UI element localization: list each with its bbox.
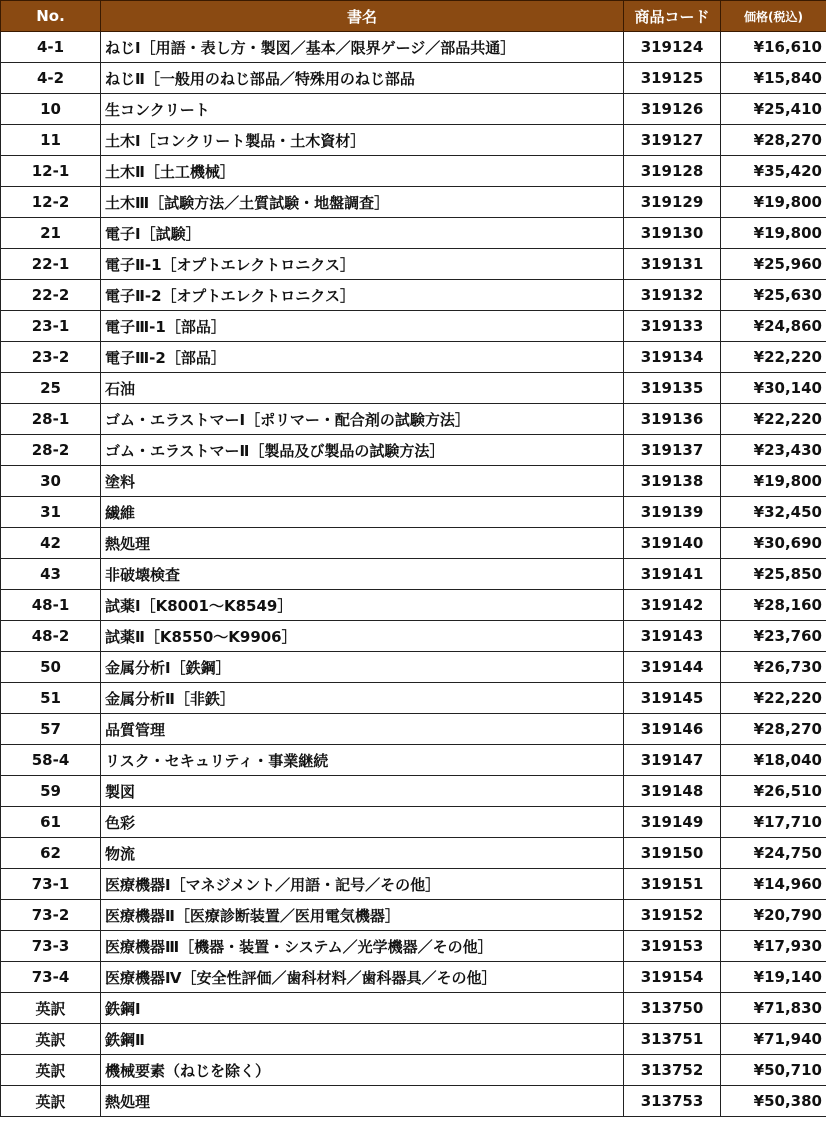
cell-price: ¥18,040 bbox=[721, 745, 826, 776]
cell-title: 生コンクリート bbox=[101, 94, 624, 125]
cell-product-code: 319126 bbox=[624, 94, 721, 125]
cell-price: ¥22,220 bbox=[721, 404, 826, 435]
cell-price: ¥19,800 bbox=[721, 466, 826, 497]
cell-product-code: 319136 bbox=[624, 404, 721, 435]
cell-no: 42 bbox=[1, 528, 101, 559]
table-header-row bbox=[1, 1, 826, 32]
cell-price: ¥71,830 bbox=[721, 993, 826, 1024]
cell-title: リスク・セキュリティ・事業継続 bbox=[101, 745, 624, 776]
cell-title: 鉄鋼Ⅱ bbox=[101, 1024, 624, 1055]
cell-product-code: 319151 bbox=[624, 869, 721, 900]
table-row bbox=[1, 32, 826, 63]
table-row bbox=[1, 931, 826, 962]
cell-no: 73-2 bbox=[1, 900, 101, 931]
cell-product-code: 319152 bbox=[624, 900, 721, 931]
cell-no: 61 bbox=[1, 807, 101, 838]
cell-no: 英訳 bbox=[1, 1086, 101, 1117]
cell-title: ねじⅡ［一般用のねじ部品／特殊用のねじ部品 bbox=[101, 63, 624, 94]
cell-price: ¥17,710 bbox=[721, 807, 826, 838]
cell-price: ¥30,140 bbox=[721, 373, 826, 404]
cell-product-code: 319125 bbox=[624, 63, 721, 94]
table-row bbox=[1, 466, 826, 497]
cell-no: 73-4 bbox=[1, 962, 101, 993]
cell-price: ¥23,760 bbox=[721, 621, 826, 652]
table-row bbox=[1, 125, 826, 156]
cell-no: 73-3 bbox=[1, 931, 101, 962]
table-row bbox=[1, 900, 826, 931]
cell-product-code: 319148 bbox=[624, 776, 721, 807]
cell-product-code: 319124 bbox=[624, 32, 721, 63]
table-row bbox=[1, 1024, 826, 1055]
cell-title: 電子Ⅰ［試験］ bbox=[101, 218, 624, 249]
cell-price: ¥28,270 bbox=[721, 125, 826, 156]
cell-price: ¥14,960 bbox=[721, 869, 826, 900]
table-row bbox=[1, 156, 826, 187]
table-row bbox=[1, 435, 826, 466]
cell-title: 非破壊検査 bbox=[101, 559, 624, 590]
table-row bbox=[1, 63, 826, 94]
table-row bbox=[1, 559, 826, 590]
table-row bbox=[1, 280, 826, 311]
cell-no: 62 bbox=[1, 838, 101, 869]
cell-price: ¥24,750 bbox=[721, 838, 826, 869]
cell-title: 色彩 bbox=[101, 807, 624, 838]
cell-title: 金属分析Ⅱ［非鉄］ bbox=[101, 683, 624, 714]
cell-title: 試薬Ⅰ［K8001～K8549］ bbox=[101, 590, 624, 621]
cell-no: 30 bbox=[1, 466, 101, 497]
cell-product-code: 319127 bbox=[624, 125, 721, 156]
table-row bbox=[1, 373, 826, 404]
table-row bbox=[1, 311, 826, 342]
cell-no: 73-1 bbox=[1, 869, 101, 900]
cell-no: 12-1 bbox=[1, 156, 101, 187]
cell-title: 熱処理 bbox=[101, 1086, 624, 1117]
cell-title: 機械要素（ねじを除く） bbox=[101, 1055, 624, 1086]
table-row bbox=[1, 745, 826, 776]
table-row bbox=[1, 187, 826, 218]
cell-title: ゴム・エラストマーⅡ［製品及び製品の試験方法］ bbox=[101, 435, 624, 466]
cell-product-code: 319143 bbox=[624, 621, 721, 652]
table-row bbox=[1, 621, 826, 652]
cell-price: ¥25,960 bbox=[721, 249, 826, 280]
cell-price: ¥26,730 bbox=[721, 652, 826, 683]
cell-product-code: 319154 bbox=[624, 962, 721, 993]
cell-product-code: 319132 bbox=[624, 280, 721, 311]
table-row bbox=[1, 528, 826, 559]
cell-no: 英訳 bbox=[1, 1024, 101, 1055]
cell-title: 医療機器Ⅲ［機器・装置・システム／光学機器／その他］ bbox=[101, 931, 624, 962]
cell-price: ¥19,140 bbox=[721, 962, 826, 993]
cell-product-code: 319131 bbox=[624, 249, 721, 280]
cell-price: ¥25,850 bbox=[721, 559, 826, 590]
cell-price: ¥24,860 bbox=[721, 311, 826, 342]
cell-product-code: 319130 bbox=[624, 218, 721, 249]
cell-no: 28-1 bbox=[1, 404, 101, 435]
cell-product-code: 319140 bbox=[624, 528, 721, 559]
cell-product-code: 319133 bbox=[624, 311, 721, 342]
cell-product-code: 319139 bbox=[624, 497, 721, 528]
cell-product-code: 319128 bbox=[624, 156, 721, 187]
cell-price: ¥28,270 bbox=[721, 714, 826, 745]
cell-title: 電子Ⅱ-1［オプトエレクトロニクス］ bbox=[101, 249, 624, 280]
cell-no: 10 bbox=[1, 94, 101, 125]
cell-no: 11 bbox=[1, 125, 101, 156]
cell-price: ¥50,710 bbox=[721, 1055, 826, 1086]
column-header-code: 商品コード bbox=[624, 1, 721, 32]
cell-price: ¥23,430 bbox=[721, 435, 826, 466]
cell-no: 50 bbox=[1, 652, 101, 683]
cell-product-code: 313753 bbox=[624, 1086, 721, 1117]
cell-product-code: 319149 bbox=[624, 807, 721, 838]
cell-product-code: 313751 bbox=[624, 1024, 721, 1055]
cell-product-code: 313750 bbox=[624, 993, 721, 1024]
table-row bbox=[1, 776, 826, 807]
cell-product-code: 319147 bbox=[624, 745, 721, 776]
column-header-no: No. bbox=[1, 1, 101, 32]
cell-no: 4-2 bbox=[1, 63, 101, 94]
cell-no: 23-2 bbox=[1, 342, 101, 373]
cell-price: ¥30,690 bbox=[721, 528, 826, 559]
cell-title: 電子Ⅲ-1［部品］ bbox=[101, 311, 624, 342]
cell-title: 医療機器Ⅰ［マネジメント／用語・記号／その他］ bbox=[101, 869, 624, 900]
cell-title: 繊維 bbox=[101, 497, 624, 528]
cell-no: 28-2 bbox=[1, 435, 101, 466]
cell-price: ¥20,790 bbox=[721, 900, 826, 931]
cell-title: 電子Ⅱ-2［オプトエレクトロニクス］ bbox=[101, 280, 624, 311]
cell-title: 製図 bbox=[101, 776, 624, 807]
table-row bbox=[1, 497, 826, 528]
cell-no: 48-1 bbox=[1, 590, 101, 621]
cell-no: 58-4 bbox=[1, 745, 101, 776]
cell-title: ねじⅠ［用語・表し方・製図／基本／限界ゲージ／部品共通］ bbox=[101, 32, 624, 63]
table-row bbox=[1, 218, 826, 249]
cell-price: ¥50,380 bbox=[721, 1086, 826, 1117]
cell-no: 43 bbox=[1, 559, 101, 590]
cell-product-code: 319137 bbox=[624, 435, 721, 466]
table-row bbox=[1, 652, 826, 683]
cell-title: ゴム・エラストマーⅠ［ポリマー・配合剤の試験方法］ bbox=[101, 404, 624, 435]
cell-product-code: 319141 bbox=[624, 559, 721, 590]
cell-price: ¥25,410 bbox=[721, 94, 826, 125]
cell-title: 土木Ⅰ［コンクリート製品・土木資材］ bbox=[101, 125, 624, 156]
cell-product-code: 319153 bbox=[624, 931, 721, 962]
cell-product-code: 319150 bbox=[624, 838, 721, 869]
table-row bbox=[1, 714, 826, 745]
table-row bbox=[1, 342, 826, 373]
table-row bbox=[1, 807, 826, 838]
cell-title: 医療機器Ⅱ［医療診断装置／医用電気機器］ bbox=[101, 900, 624, 931]
cell-title: 土木Ⅱ［土工機械］ bbox=[101, 156, 624, 187]
cell-price: ¥32,450 bbox=[721, 497, 826, 528]
cell-price: ¥19,800 bbox=[721, 187, 826, 218]
cell-price: ¥26,510 bbox=[721, 776, 826, 807]
cell-product-code: 319134 bbox=[624, 342, 721, 373]
cell-product-code: 319144 bbox=[624, 652, 721, 683]
table-row bbox=[1, 1055, 826, 1086]
cell-no: 12-2 bbox=[1, 187, 101, 218]
cell-product-code: 319129 bbox=[624, 187, 721, 218]
cell-price: ¥25,630 bbox=[721, 280, 826, 311]
cell-price: ¥22,220 bbox=[721, 683, 826, 714]
cell-no: 48-2 bbox=[1, 621, 101, 652]
table-row bbox=[1, 683, 826, 714]
cell-product-code: 319146 bbox=[624, 714, 721, 745]
cell-product-code: 319145 bbox=[624, 683, 721, 714]
cell-no: 31 bbox=[1, 497, 101, 528]
cell-product-code: 319142 bbox=[624, 590, 721, 621]
table-row bbox=[1, 590, 826, 621]
table-row bbox=[1, 1086, 826, 1117]
cell-product-code: 319135 bbox=[624, 373, 721, 404]
cell-title: 土木Ⅲ［試験方法／土質試験・地盤調査］ bbox=[101, 187, 624, 218]
cell-no: 21 bbox=[1, 218, 101, 249]
cell-product-code: 319138 bbox=[624, 466, 721, 497]
column-header-price: 価格(税込) bbox=[721, 1, 826, 32]
cell-price: ¥17,930 bbox=[721, 931, 826, 962]
cell-no: 59 bbox=[1, 776, 101, 807]
cell-title: 試薬Ⅱ［K8550～K9906］ bbox=[101, 621, 624, 652]
table-body bbox=[1, 32, 826, 1117]
cell-no: 22-2 bbox=[1, 280, 101, 311]
cell-title: 金属分析Ⅰ［鉄鋼］ bbox=[101, 652, 624, 683]
cell-no: 51 bbox=[1, 683, 101, 714]
cell-title: 品質管理 bbox=[101, 714, 624, 745]
cell-no: 22-1 bbox=[1, 249, 101, 280]
cell-title: 塗料 bbox=[101, 466, 624, 497]
cell-title: 鉄鋼Ⅰ bbox=[101, 993, 624, 1024]
cell-no: 4-1 bbox=[1, 32, 101, 63]
table-row bbox=[1, 993, 826, 1024]
table-row bbox=[1, 94, 826, 125]
cell-no: 英訳 bbox=[1, 1055, 101, 1086]
table-row bbox=[1, 249, 826, 280]
cell-title: 物流 bbox=[101, 838, 624, 869]
cell-price: ¥19,800 bbox=[721, 218, 826, 249]
cell-title: 熱処理 bbox=[101, 528, 624, 559]
table-row bbox=[1, 962, 826, 993]
cell-no: 23-1 bbox=[1, 311, 101, 342]
cell-price: ¥28,160 bbox=[721, 590, 826, 621]
table-row bbox=[1, 869, 826, 900]
cell-title: 医療機器Ⅳ［安全性評価／歯科材料／歯科器具／その他］ bbox=[101, 962, 624, 993]
cell-price: ¥35,420 bbox=[721, 156, 826, 187]
cell-price: ¥22,220 bbox=[721, 342, 826, 373]
table-row bbox=[1, 838, 826, 869]
cell-no: 25 bbox=[1, 373, 101, 404]
table-row bbox=[1, 404, 826, 435]
cell-title: 電子Ⅲ-2［部品］ bbox=[101, 342, 624, 373]
cell-no: 57 bbox=[1, 714, 101, 745]
cell-no: 英訳 bbox=[1, 993, 101, 1024]
cell-price: ¥71,940 bbox=[721, 1024, 826, 1055]
column-header-title: 書名 bbox=[101, 1, 624, 32]
cell-title: 石油 bbox=[101, 373, 624, 404]
cell-price: ¥16,610 bbox=[721, 32, 826, 63]
cell-product-code: 313752 bbox=[624, 1055, 721, 1086]
cell-price: ¥15,840 bbox=[721, 63, 826, 94]
